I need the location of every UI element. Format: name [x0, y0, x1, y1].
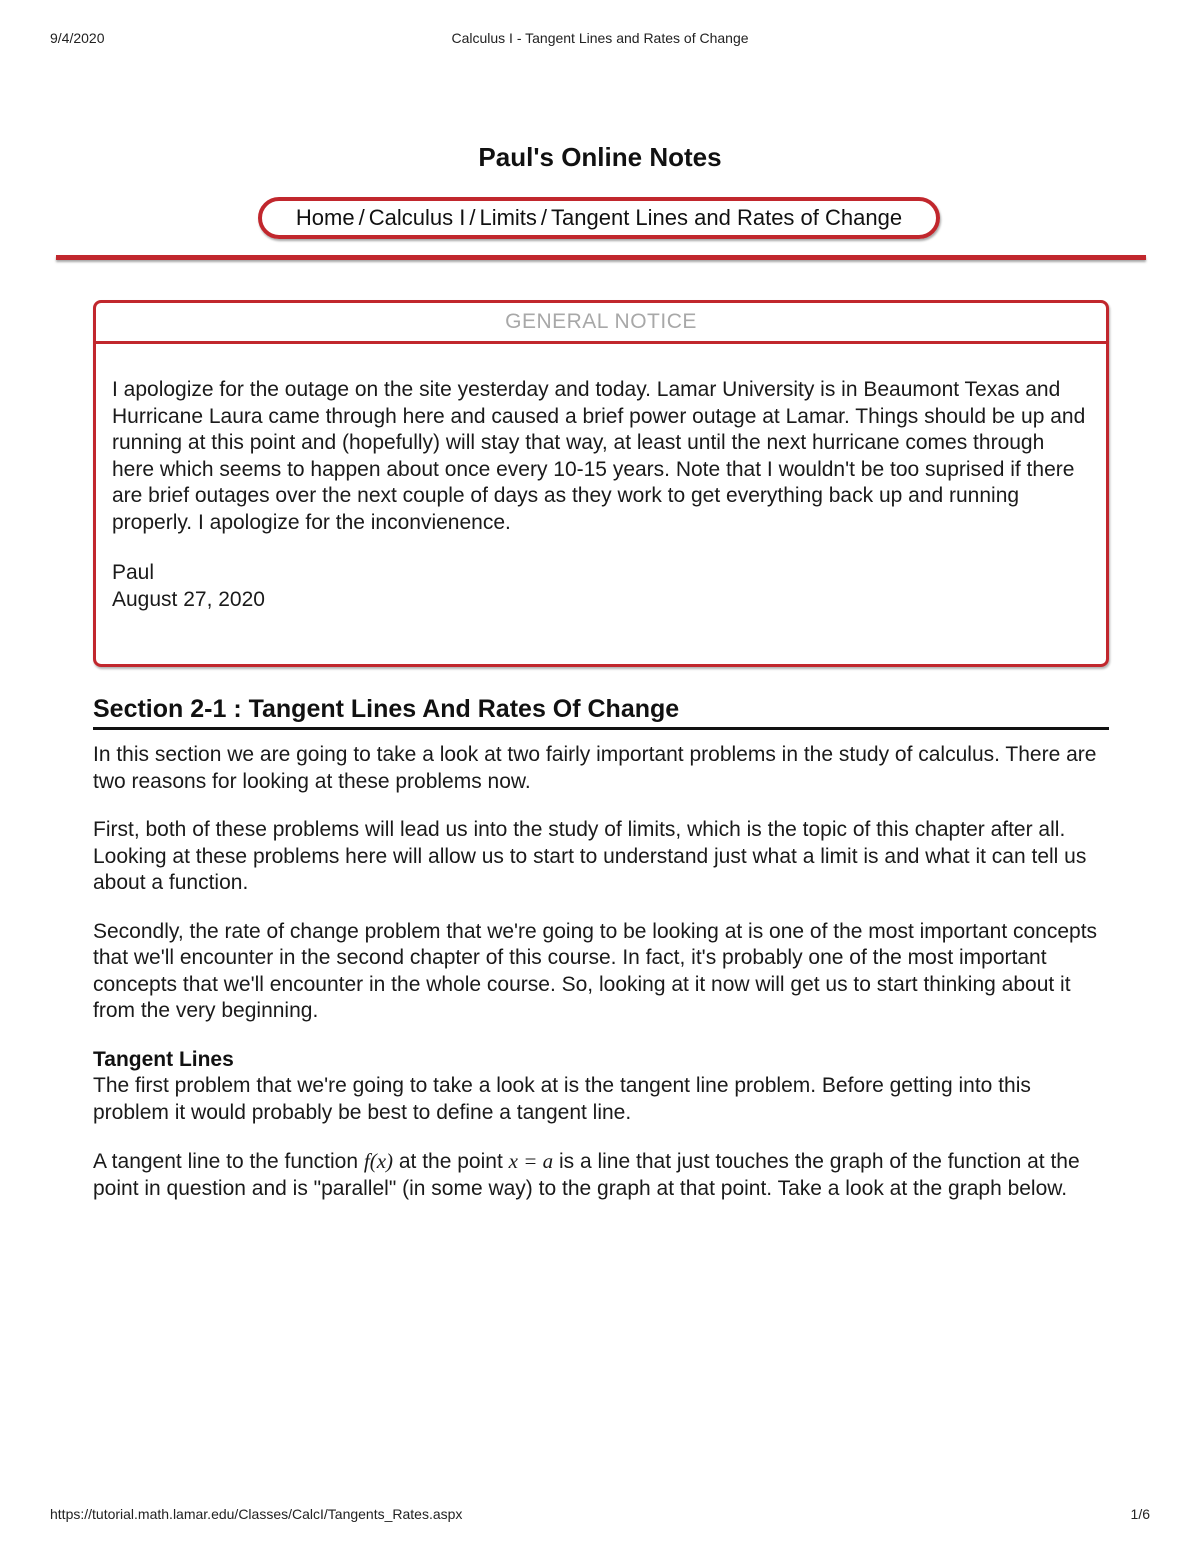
print-footer	[50, 1506, 1150, 1526]
definition-text-2: at the point	[393, 1150, 509, 1173]
intro-paragraph: In this section we are going to take a look at two fairly important problems in the study of calculus. There are two reasons for looking at these problems now.	[93, 743, 1097, 793]
breadcrumb-home-link[interactable]: Home	[295, 205, 355, 230]
breadcrumb-calculus-link[interactable]: Calculus I	[368, 205, 466, 230]
definition-text-3: is a line that just touches the graph of the function at the point in question and is "parallel" (in some way) to the graph at that point. Take a look at the graph below.	[93, 1150, 1080, 1200]
subsection-heading: Tangent Lines	[93, 1047, 234, 1071]
print-date: 9/4/2020	[50, 30, 105, 46]
section-title: Section 2-1 : Tangent Lines And Rates Of Change	[93, 693, 1109, 730]
header-divider	[56, 255, 1146, 260]
print-url: https://tutorial.math.lamar.edu/Classes/CalcI/Tangents_Rates.aspx	[50, 1506, 463, 1522]
breadcrumb-separator: /	[469, 205, 476, 230]
subsection-paragraph: The first problem that we're going to take a look at is the tangent line problem. Before getting into this problem it would probably be best to define a tangent line.	[93, 1074, 1031, 1124]
paragraph-second-reason: Secondly, the rate of change problem that we're going to be looking at is one of the most important concepts that we'll encounter in the second chapter of this course. In fact, it's probably one of the most important concepts that we'll encounter in the whole course. So, looking at it now will get us to start thinking about it from the very beginning.	[93, 919, 1098, 1022]
breadcrumb-separator: /	[540, 205, 548, 230]
main-content	[93, 693, 1109, 1224]
print-page-title: Calculus I - Tangent Lines and Rates of Change	[451, 30, 749, 46]
print-page-number: 1/6	[1130, 1506, 1150, 1522]
general-notice-box	[93, 300, 1109, 667]
function-math: f(x)	[363, 1149, 394, 1173]
notice-heading: GENERAL NOTICE	[96, 303, 1106, 344]
point-math: x = a	[508, 1149, 554, 1173]
site-title[interactable]: Paul's Online Notes	[478, 142, 722, 172]
notice-message: I apologize for the outage on the site yesterday and today. Lamar University is in Beaumont Texas and Hurricane Laura came through here and caused a brief power outage at Lamar. Things should be up and running at this point and (hopefully) will stay that way, at least until the next hurricane comes through here which seems to happen about once every 10-15 years. Note that I wouldn't be too suprised if there are brief outages over the next couple of days as they work to get everything back up and running properly. I apologize for the inconvienence.	[112, 378, 1086, 534]
notice-signature-name: Paul	[112, 561, 155, 584]
breadcrumb-separator: /	[358, 205, 365, 230]
paragraph-first-reason: First, both of these problems will lead us into the study of limits, which is the topic of this chapter after all. Looking at these problems here will allow us to start to understand just what a limit is and what it can tell us about a function.	[93, 818, 1087, 894]
definition-paragraph	[93, 1148, 1109, 1202]
breadcrumb-limits-link[interactable]: Limits	[479, 205, 537, 230]
notice-body	[96, 344, 1106, 613]
definition-text-1: A tangent line to the function	[93, 1150, 364, 1173]
print-header	[50, 30, 1150, 50]
breadcrumb-current-page: Tangent Lines and Rates of Change	[551, 205, 903, 230]
breadcrumb	[258, 197, 940, 239]
notice-signature-date: August 27, 2020	[112, 587, 265, 611]
